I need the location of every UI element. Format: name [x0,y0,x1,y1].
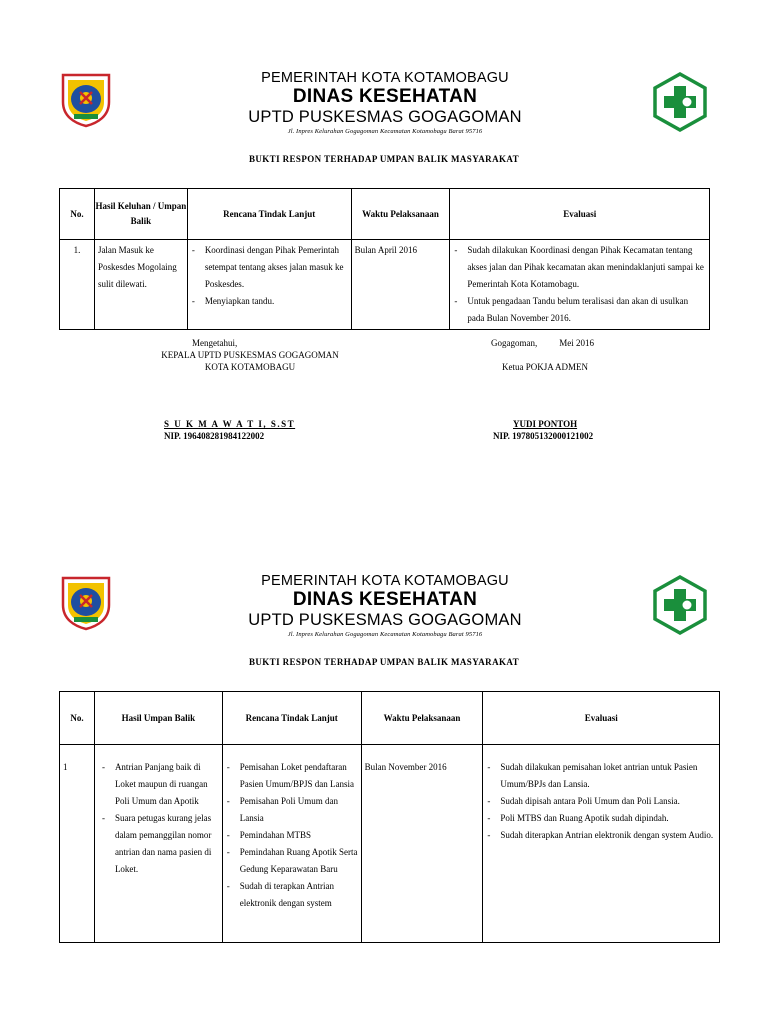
evaluation-item: - Sudah dipisah antara Poli Umum dan Poli Lansia. [486,793,716,810]
unit-name: UPTD PUSKESMAS GOGAGOMAN [248,108,522,126]
plan-list [191,242,348,310]
acknowledged-label: Mengetahui, [192,338,238,348]
document-page-2 [0,503,768,1024]
col-header-feedback: Hasil Keluhan / Umpan Balik [94,189,187,240]
agency-name: DINAS KESEHATAN [292,589,478,610]
feedback-text: Jalan Masuk ke Poskesdes Mogolaing sulit dilewati. [97,245,177,289]
evaluation-item: - Sudah diterapkan Antrian elektronik dengan system Audio. [486,827,716,844]
signer-name-right: YUDI PONTOH [513,419,578,429]
plan-item: - Pemisahan Loket pendaftaran Pasien Umum/BPJS dan Lansia [226,759,358,793]
date-label: Mei 2016 [559,338,594,348]
document-title: BUKTI RESPON TERHADAP UMPAN BALIK MASYARAKAT [248,657,520,667]
evaluation-list [453,242,706,327]
feedback-item: - Antrian Panjang baik di Loket maupun di ruangan Poli Umum dan Apotik [101,759,219,810]
table-header-row [60,189,710,240]
feedback-list [101,759,219,878]
letterhead [180,573,590,640]
unit-name: UPTD PUSKESMAS GOGAGOMAN [248,611,522,629]
health-cross-logo [653,575,707,635]
feedback-table [59,188,710,330]
health-cross-logo [653,72,707,132]
time-text: Bulan April 2016 [354,245,418,255]
role-label: Ketua POKJA ADMEN [502,362,589,372]
address: Jl. Inpres Kelurahan Gogagoman Kecamatan Kotamobagu Barat 95716 [287,128,483,135]
feedback-item: - Suara petugas kurang jelas dalam pemanggilan nomor antrian dan nama pasien di Loket. [101,810,219,878]
signer-name-left: S U K M A W A T I, S.ST [164,419,296,429]
signature-left [100,337,400,373]
agency-name: DINAS KESEHATAN [292,86,478,107]
document-page-1 [0,0,768,500]
feedback-table [59,691,720,943]
col-header-no: No. [60,189,95,240]
plan-item: - Koordinasi dengan Pihak Pemerintah setempat tentang akses jalan masuk ke Poskesdes. [191,242,348,293]
government-name: PEMERINTAH KOTA KOTAMOBAGU [261,573,509,589]
table-header-row [60,692,720,745]
address: Jl. Inpres Kelurahan Gogagoman Kecamatan Kotamobagu Barat 95716 [287,631,483,638]
signature-right [491,337,594,373]
evaluation-item: - Sudah dilakukan Koordinasi dengan Pihak Kecamatan tentang akses jalan dan Pihak kecamatan akan menindaklanjuti sampai ke Pemerintah Kota Kotamobagu. [453,242,706,293]
signer-nip-right: NIP. 197805132000121002 [493,431,594,441]
col-header-time: Waktu Pelaksanaan [361,692,483,745]
col-header-plan: Rencana Tindak Lanjut [222,692,361,745]
head-title: KEPALA UPTD PUSKESMAS GOGAGOMAN [161,350,339,360]
evaluation-item: - Sudah dilakukan pemisahan loket antrian untuk Pasien Umum/BPJs dan Lansia. [486,759,716,793]
plan-item: - Pemindahan MTBS [226,827,358,844]
plan-item: - Pemisahan Poli Umum dan Lansia [226,793,358,827]
government-name: PEMERINTAH KOTA KOTAMOBAGU [261,70,509,86]
city-emblem-logo [60,72,112,128]
place-label: Gogagoman, [491,338,538,348]
col-header-evaluation: Evaluasi [483,692,720,745]
row-number: 1 [63,762,68,772]
col-header-no: No. [60,692,95,745]
city-label: KOTA KOTAMOBAGU [204,362,296,372]
evaluation-item: - Untuk pengadaan Tandu belum teralisasi dan akan di usulkan pada Bulan November 2016. [453,293,706,327]
plan-item: - Menyiapkan tandu. [191,293,348,310]
signature-left-name-block [164,418,295,442]
col-header-evaluation: Evaluasi [450,189,710,240]
document-title: BUKTI RESPON TERHADAP UMPAN BALIK MASYARAKAT [248,154,520,164]
city-emblem-logo [60,575,112,631]
table-row [60,240,710,330]
plan-list [226,759,358,912]
plan-item: - Sudah di terapkan Antrian elektronik dengan system [226,878,358,912]
letterhead [180,70,590,137]
signer-nip-left: NIP. 196408281984122002 [164,431,265,441]
col-header-plan: Rencana Tindak Lanjut [187,189,351,240]
signature-right-name-block [493,418,593,442]
row-number: 1. [73,245,81,255]
evaluation-item: - Poli MTBS dan Ruang Apotik sudah dipindah. [486,810,716,827]
evaluation-list [486,759,716,844]
col-header-time: Waktu Pelaksanaan [351,189,450,240]
time-text: Bulan November 2016 [364,762,447,772]
col-header-feedback: Hasil Umpan Balik [94,692,222,745]
table-row [60,745,720,943]
plan-item: - Pemindahan Ruang Apotik Serta Gedung Keparawatan Baru [226,844,358,878]
